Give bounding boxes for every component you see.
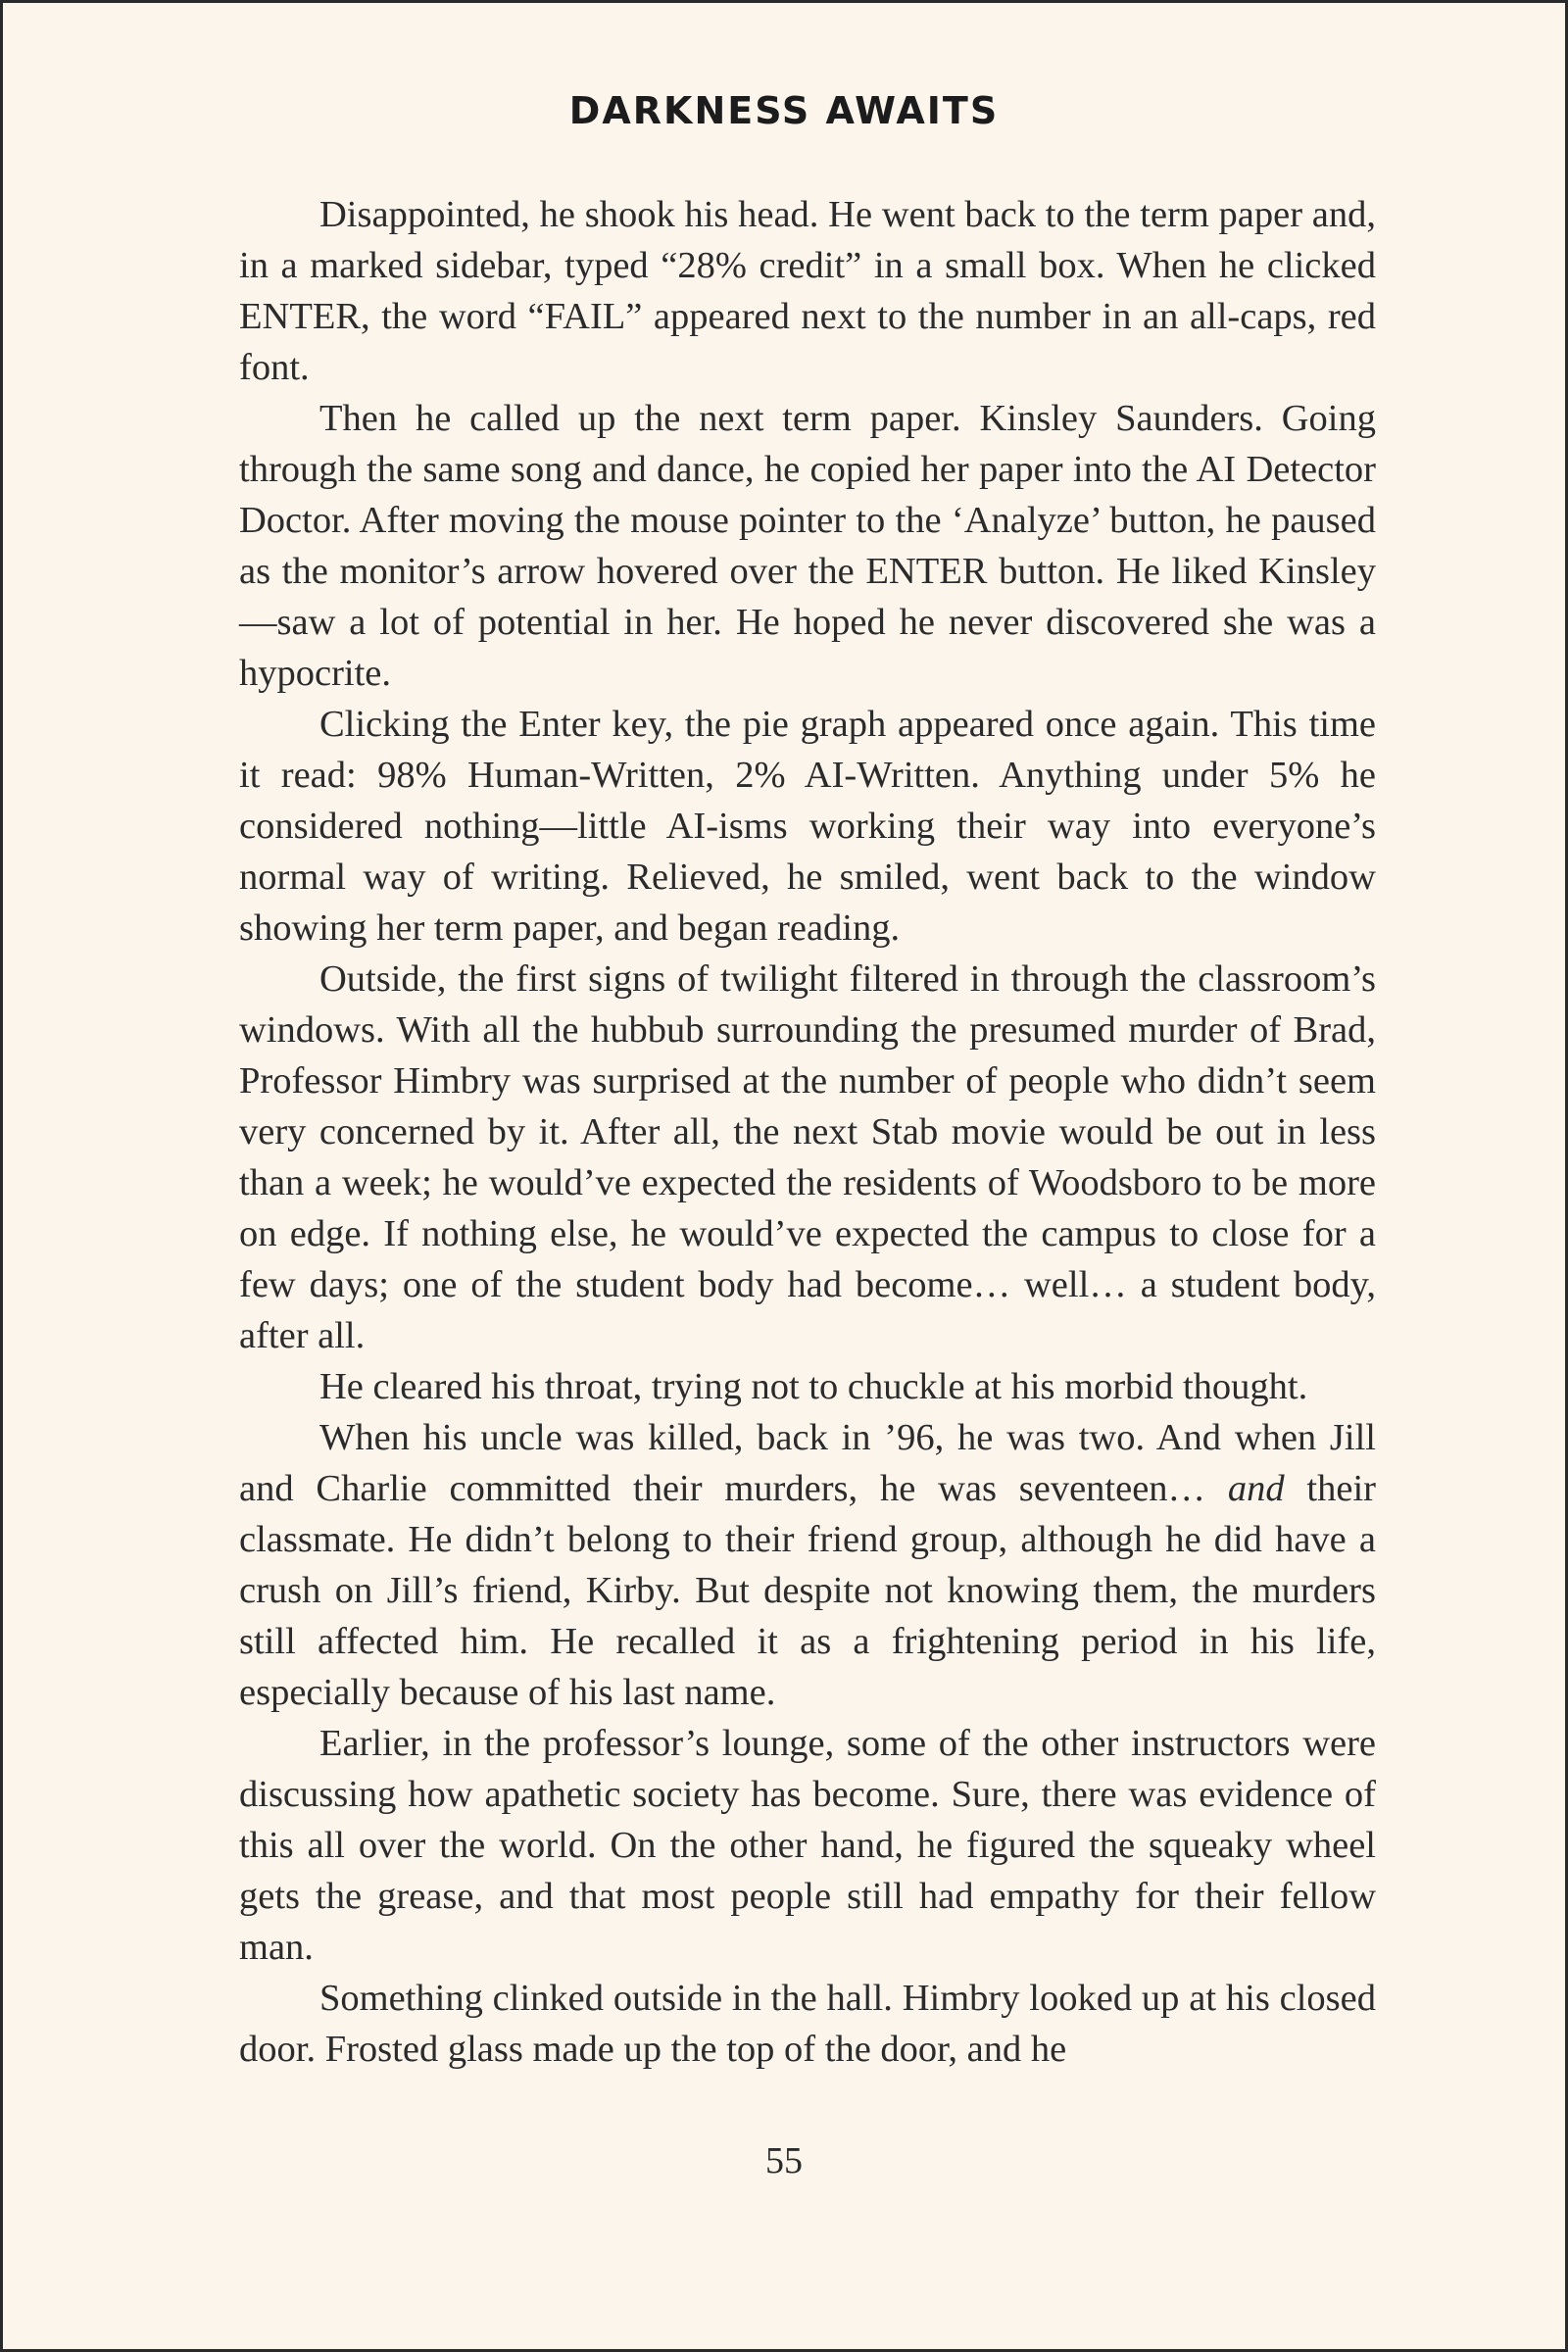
paragraph-6 xyxy=(239,1412,1376,1718)
paragraph-8: Something clinked outside in the hall. Himbry looked up at his closed door. Frosted glass made up the top of the door, and he xyxy=(239,1978,1376,2070)
paragraph-4: Outside, the first signs of twilight filtered in through the classroom’s windows. With all the hubbub surrounding the presumed murder of Brad, Professor Himbry was surprised at the number of people who didn’t seem very concerned by it. After all, the next Stab movie would be out in less than a week; he would’ve expected the residents of Woodsboro to be more on edge. If nothing else, he would’ve expected the campus to close for a few days; one of the student body had become… well… a student body, after all. xyxy=(239,958,1376,1356)
paragraph-6-after: their classmate. He didn’t belong to their friend group, although he did have a crush on Jill’s friend, Kirby. But despite not knowing them, the murders still affected him. He recalled it as a frightening period in his life, especially because of his last name. xyxy=(239,1468,1376,1713)
paragraph-7: Earlier, in the professor’s lounge, some of the other instructors were discussing how apathetic society has become. Sure, there was evidence of this all over the world. On the other hand, he figured the squeaky wheel gets the grease, and that most people still had empathy for their fellow man. xyxy=(239,1723,1376,1968)
paragraph-6-italic: and xyxy=(1227,1468,1285,1509)
body-text xyxy=(239,189,1376,2075)
paragraph-6-before: When his uncle was killed, back in ’96, he was two. And when Jill and Charlie committed their murders, he was seventeen… xyxy=(239,1417,1376,1509)
paragraph-1: Disappointed, he shook his head. He went back to the term paper and, in a marked sidebar, typed “28% credit” in a small box. When he clicked ENTER, the word “FAIL” appeared next to the number in an all-caps, red font. xyxy=(239,194,1376,388)
running-title: DARKNESS AWAITS xyxy=(568,89,1000,132)
page-number: 55 xyxy=(765,2140,803,2181)
paragraph-2: Then he called up the next term paper. Kinsley Saunders. Going through the same song and dance, he copied her paper into the AI Detector Doctor. After moving the mouse pointer to the ‘Analyze’ button, he paused as the monitor’s arrow hovered over the ENTER button. He liked Kinsley—saw a lot of potential in her. He hoped he never discovered she was a hypocrite. xyxy=(239,398,1376,694)
paragraph-3: Clicking the Enter key, the pie graph appeared once again. This time it read: 98% Human-Written, 2% AI-Written. Anything under 5% he considered nothing—little AI-isms working their way into everyone’s normal way of writing. Relieved, he smiled, went back to the window showing her term paper, and began reading. xyxy=(239,704,1376,949)
paragraph-5: He cleared his throat, trying not to chuckle at his morbid thought. xyxy=(319,1366,1308,1407)
